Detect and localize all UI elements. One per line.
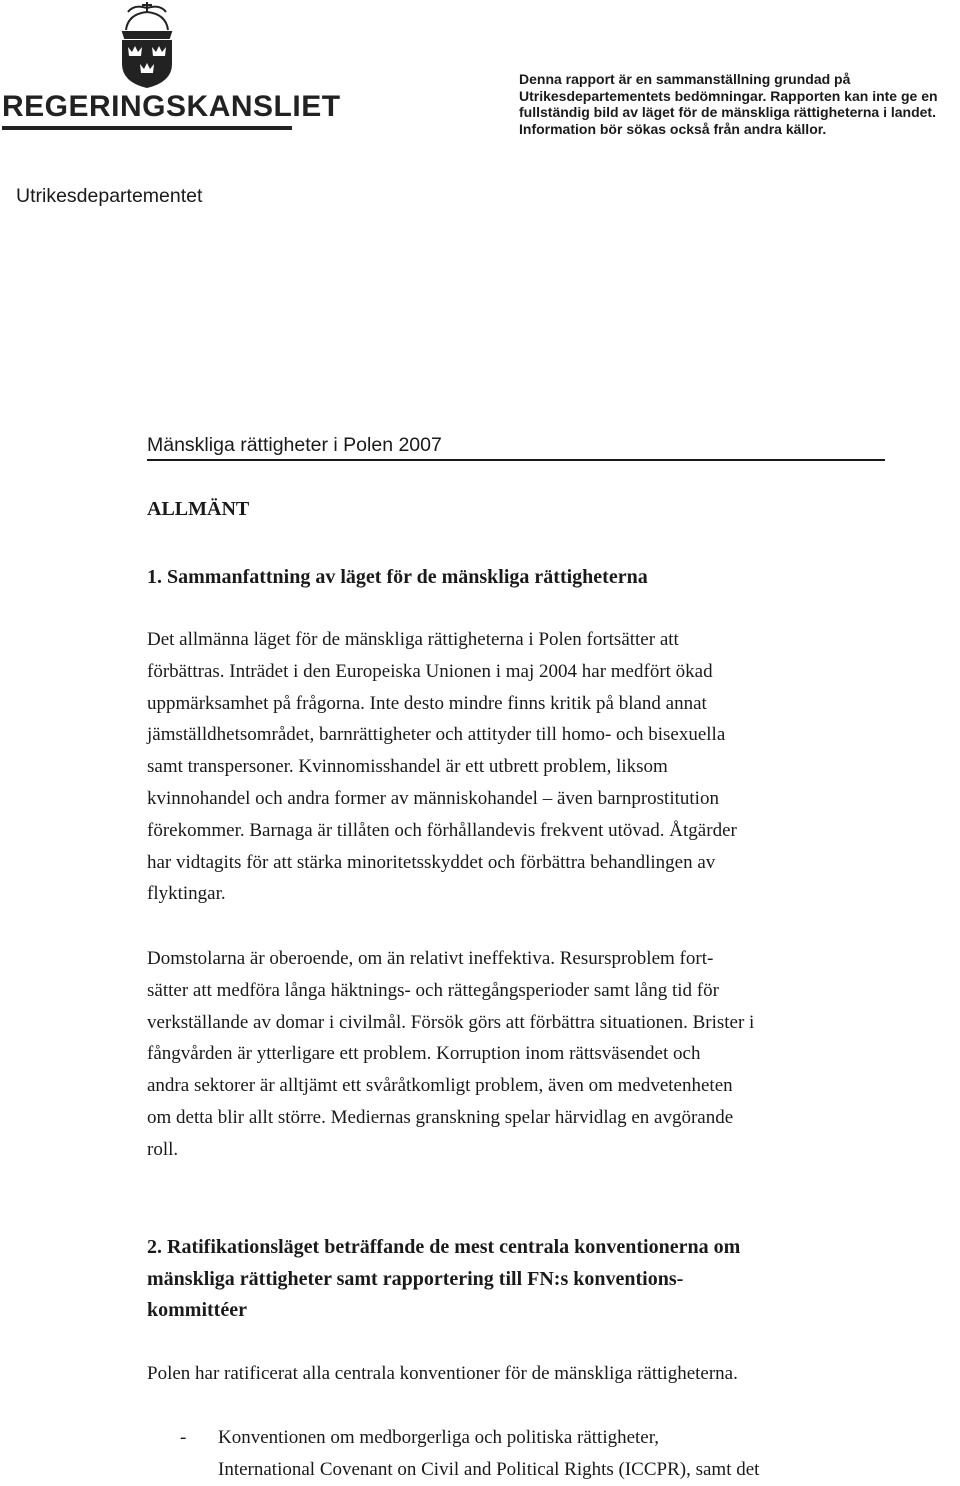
paragraph-line: jämställdhetsområdet, barnrättigheter och attityder till homo- och bisexuella — [147, 724, 726, 746]
paragraph-line: andra sektorer är alltjämt ett svåråtkomligt problem, även om medvetenheten — [147, 1075, 733, 1097]
document-title: Mänskliga rättigheter i Polen 2007 — [147, 434, 442, 456]
list-item-text — [218, 1422, 898, 1486]
paragraph-summary — [147, 624, 887, 910]
heading-summary: 1. Sammanfattning av läget för de mänskliga rättigheterna — [147, 566, 648, 588]
department-name: Utrikesdepartementet — [16, 185, 203, 207]
regeringskansliet-logo — [0, 0, 341, 135]
paragraph-line: verkställande av domar i civilmål. Försök görs att förbättra situationen. Brister i — [147, 1011, 755, 1033]
paragraph-line: om detta blir allt större. Mediernas granskning spelar härvidlag en avgörande — [147, 1106, 734, 1128]
paragraph-line: sätter att medföra långa häktnings- och rättegångsperioder samt lång tid för — [147, 979, 719, 1001]
list-item-line: Konventionen om medborgerliga och politiska rättigheter, — [218, 1427, 660, 1448]
paragraph-line: uppmärksamhet på frågorna. Inte desto mindre finns kritik på bland annat — [147, 692, 707, 714]
heading-line: kommittéer — [147, 1299, 247, 1321]
notice-line: Denna rapport är en sammanställning grundad på — [519, 71, 851, 87]
title-divider — [147, 459, 885, 461]
paragraph-line: har vidtagits för att stärka minoritetsskyddet och förbättra behandlingen av — [147, 851, 716, 873]
paragraph-line: förekommer. Barnaga är tillåten och förhållandevis frekvent utövad. Åtgärder — [147, 819, 737, 841]
notice-line: Utrikesdepartementets bedömningar. Rapporten kan inte ge en — [519, 87, 938, 104]
heading-ratification — [147, 1232, 887, 1327]
paragraph-line: flyktingar. — [147, 883, 226, 905]
heading-line: mänskliga rättigheter samt rapportering till FN:s konventions- — [147, 1267, 684, 1290]
paragraph-line: roll. — [147, 1138, 179, 1160]
logo-wordmark: REGERINGSKANSLIET — [2, 90, 341, 123]
paragraph-line: kvinnohandel och andra former av människohandel – även barnprostitution — [147, 787, 719, 809]
paragraph-courts — [147, 943, 887, 1166]
notice-line: Information bör sökas också från andra källor. — [519, 120, 827, 137]
paragraph-line: förbättras. Inträdet i den Europeiska Unionen i maj 2004 har medfört ökad — [147, 660, 713, 682]
paragraph-ratification: Polen har ratificerat alla centrala konventioner för de mänskliga rättigheterna. — [147, 1363, 738, 1384]
paragraph-line: Domstolarna är oberoende, om än relativt ineffektiva. Resursproblem fort- — [147, 948, 714, 969]
logo-underline — [2, 126, 292, 130]
paragraph-line: Det allmänna läget för de mänskliga rättigheterna i Polen fortsätter att — [147, 629, 679, 650]
list-item-line: International Covenant on Civil and Political Rights (ICCPR), samt det — [218, 1458, 760, 1480]
heading-line: 2. Ratifikationsläget beträffande de mest centrala konventionerna om — [147, 1236, 741, 1258]
section-label: ALLMÄNT — [147, 498, 250, 520]
paragraph-line: fångvården är ytterligare ett problem. Korruption inom rättsväsendet och — [147, 1043, 701, 1065]
bullet-dash: - — [180, 1427, 187, 1448]
paragraph-line: samt transpersoner. Kvinnomisshandel är ett utbrett problem, liksom — [147, 756, 668, 778]
notice-line: fullständig bild av läget för de mänskliga rättigheterna i landet. — [519, 104, 936, 120]
disclaimer-notice — [519, 71, 959, 137]
